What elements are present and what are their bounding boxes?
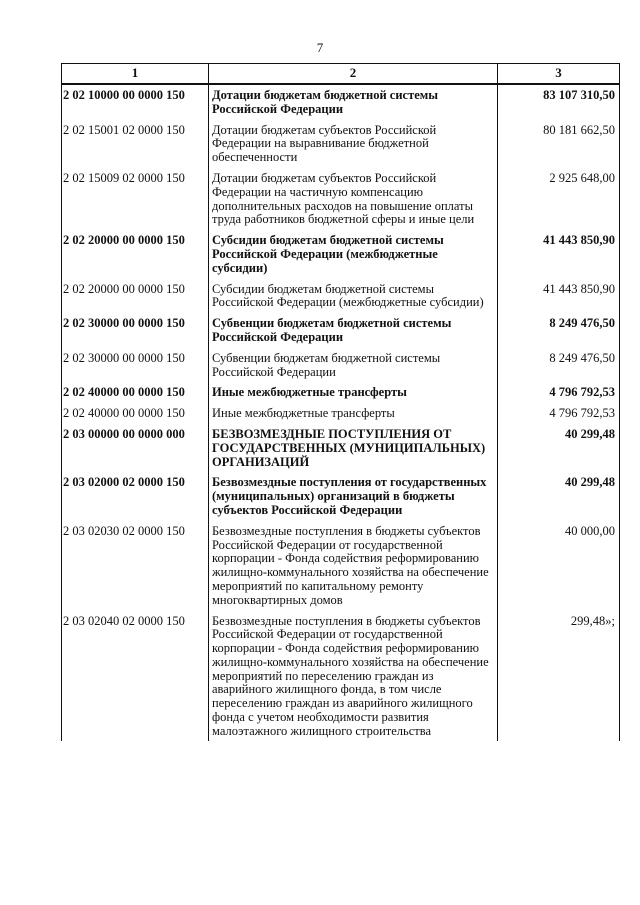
- row-name: Иные межбюджетные трансферты: [209, 403, 498, 424]
- row-amount: 299,48»;: [498, 611, 620, 741]
- row-name: Безвозмездные поступления в бюджеты субъектов Российской Федерации от государственной корпорации - Фонда содействия реформированию жилищно-коммунального хозяйства на обеспечение мероприятий по переселению граждан из аварийного жилищного фонда, в том числе переселению граждан из аварийного жилищного фонда с учетом необходимости развития малоэтажного жилищного строительства: [209, 611, 498, 741]
- row-name: Дотации бюджетам субъектов Российской Федерации на частичную компенсацию дополнительных расходов на повышение оплаты труда работников бюджетной сферы и иные цели: [209, 168, 498, 230]
- column-header-name: 2: [209, 64, 498, 85]
- row-name: Субвенции бюджетам бюджетной системы Российской Федерации: [209, 348, 498, 383]
- row-amount: 8 249 476,50: [498, 313, 620, 348]
- table-row: [62, 424, 620, 472]
- row-code: 2 02 30000 00 0000 150: [62, 348, 209, 383]
- row-code: 2 03 02040 02 0000 150: [62, 611, 209, 741]
- column-header-code: 1: [62, 64, 209, 85]
- table-row: [62, 313, 620, 348]
- table-header-row: [62, 64, 620, 85]
- row-name: Безвозмездные поступления в бюджеты субъектов Российской Федерации от государственной корпорации - Фонда содействия реформированию жилищно-коммунального хозяйства на обеспечение мероприятий по капитальному ремонту многоквартирных домов: [209, 521, 498, 611]
- row-amount: 4 796 792,53: [498, 382, 620, 403]
- row-amount: 40 299,48: [498, 424, 620, 472]
- row-amount: 41 443 850,90: [498, 230, 620, 278]
- row-code: 2 03 02000 02 0000 150: [62, 472, 209, 520]
- column-header-amount: 3: [498, 64, 620, 85]
- row-code: 2 02 15001 02 0000 150: [62, 120, 209, 168]
- row-amount: 4 796 792,53: [498, 403, 620, 424]
- row-name: БЕЗВОЗМЕЗДНЫЕ ПОСТУПЛЕНИЯ ОТ ГОСУДАРСТВЕННЫХ (МУНИЦИПАЛЬНЫХ) ОРГАНИЗАЦИЙ: [209, 424, 498, 472]
- row-name: Иные межбюджетные трансферты: [209, 382, 498, 403]
- table-row: [62, 472, 620, 520]
- table-row: [62, 230, 620, 278]
- table-row: [62, 611, 620, 741]
- table-row: [62, 168, 620, 230]
- table-body: [62, 84, 620, 741]
- table-row: [62, 348, 620, 383]
- row-code: 2 02 20000 00 0000 150: [62, 230, 209, 278]
- row-name: Субвенции бюджетам бюджетной системы Российской Федерации: [209, 313, 498, 348]
- row-code: 2 03 00000 00 0000 000: [62, 424, 209, 472]
- table-row: [62, 403, 620, 424]
- row-name: Дотации бюджетам субъектов Российской Федерации на выравнивание бюджетной обеспеченности: [209, 120, 498, 168]
- row-amount: 40 000,00: [498, 521, 620, 611]
- row-code: 2 03 02030 02 0000 150: [62, 521, 209, 611]
- table-row: [62, 84, 620, 120]
- row-code: 2 02 30000 00 0000 150: [62, 313, 209, 348]
- row-amount: 83 107 310,50: [498, 84, 620, 120]
- row-amount: 41 443 850,90: [498, 279, 620, 314]
- table-row: [62, 279, 620, 314]
- budget-revenue-table: [61, 63, 620, 741]
- table-row: [62, 382, 620, 403]
- page-number: 7: [316, 40, 324, 55]
- row-name: Дотации бюджетам бюджетной системы Российской Федерации: [209, 84, 498, 120]
- row-code: 2 02 40000 00 0000 150: [62, 382, 209, 403]
- row-name: Субсидии бюджетам бюджетной системы Российской Федерации (межбюджетные субсидии): [209, 279, 498, 314]
- row-code: 2 02 10000 00 0000 150: [62, 84, 209, 120]
- table-row: [62, 521, 620, 611]
- row-name: Безвозмездные поступления от государственных (муниципальных) организаций в бюджеты субъектов Российской Федерации: [209, 472, 498, 520]
- row-amount: 8 249 476,50: [498, 348, 620, 383]
- row-code: 2 02 20000 00 0000 150: [62, 279, 209, 314]
- row-amount: 2 925 648,00: [498, 168, 620, 230]
- row-amount: 80 181 662,50: [498, 120, 620, 168]
- table-row: [62, 120, 620, 168]
- row-amount: 40 299,48: [498, 472, 620, 520]
- row-code: 2 02 40000 00 0000 150: [62, 403, 209, 424]
- row-code: 2 02 15009 02 0000 150: [62, 168, 209, 230]
- row-name: Субсидии бюджетам бюджетной системы Российской Федерации (межбюджетные субсидии): [209, 230, 498, 278]
